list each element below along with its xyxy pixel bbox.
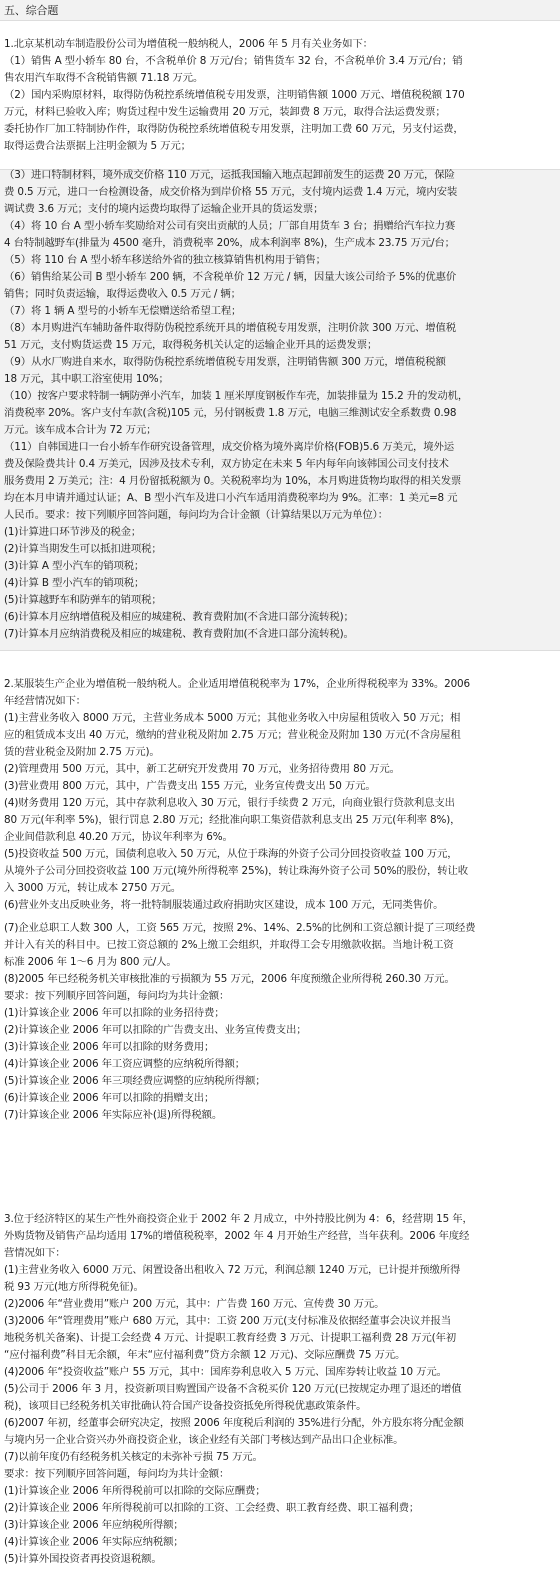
question-2-line: 入 3000 万元，转让成本 2750 万元。	[4, 882, 181, 894]
question-2-line: (1)计算该企业 2006 年可以扣除的业务招待费；	[4, 1007, 225, 1019]
question-3-line: 外购货物及销售产品均适用 17%的增值税税率，2002 年 4 月开始生产经营，当年获利。2006 年度经	[4, 1230, 470, 1242]
question-3-line: (2)计算该企业 2006 年所得税前可以扣除的工资、工会经费、职工教育经费、职工福利费；	[4, 1502, 420, 1514]
question-2-line: 标准 2006 年 1～6 月为 800 元/人。	[4, 956, 177, 968]
question-3-line: (3)计算该企业 2006 年应纳税所得额；	[4, 1519, 184, 1531]
question-2-line: 赁的营业税金及附加 2.75 万元)。	[4, 746, 160, 758]
question-2-line: (3)计算该企业 2006 年可以扣除的财务费用；	[4, 1041, 215, 1053]
question-1-line: 取得运费合法票据上注明金额为 5 万元；	[4, 140, 191, 152]
question-1-line: 售农用汽车取得不含税销售额 71.18 万元。	[4, 72, 204, 84]
question-2-line: (2)管理费用 500 万元，其中，新工艺研究开发费用 70 万元，业务招待费用 80 万元。	[4, 763, 400, 775]
question-3-line: (3)2006 年“管理费用”账户 680 万元，其中：工资 200 万元(支付标准及依据经董事会决议并报当	[4, 1315, 451, 1327]
question-2-line: 并计入有关的科目中。已按工资总额的 2%上缴工会组织，并取得工会专用缴款收据。当地计税工资	[4, 939, 454, 951]
question-2-line: 80 万元(年利率 5%)，银行罚息 2.80 万元；经批准向职工集资借款利息支出 25 万元(年利率 8%)，	[4, 814, 461, 826]
question-1-line: 消费税率 20%。客户支付车款(含税)105 元，另付钢板费 1.8 万元，电脑三维测试安全系数费 0.98	[4, 407, 457, 419]
question-1-line: （1）销售 A 型小轿车 80 台，不含税单价 8 万元/台；销售货车 32 台，不含税单价 3.4 万元/台；销	[4, 55, 463, 67]
question-3-line: (6)2007 年初，经董事会研究决定，按照 2006 年度税后利润的 35%进行分配，外方股东将分配金额	[4, 1417, 464, 1429]
question-1-line: 4 台特制越野车(排量为 4500 毫升，消费税率 20%，成本利润率 8%)，生产成本 23.75 万元/台；	[4, 237, 455, 249]
question-1-line: (3)计算 A 型小汽车的销项税；	[4, 560, 145, 572]
question-1-line: (2)计算当期发生可以抵扣进项税；	[4, 543, 162, 555]
question-3-line: 税 93 万元(地方所得税免征)。	[4, 1281, 144, 1293]
question-1-line: （7）将 1 辆 A 型号的小轿车无偿赠送给希望工程；	[4, 305, 242, 317]
question-2-line: (5)计算该企业 2006 年三项经费应调整的应纳税所得额；	[4, 1075, 266, 1087]
question-1-line: 51 万元，支付购货运费 15 万元，取得税务机关认定的运输企业开具的运费发票；	[4, 339, 378, 351]
question-1-line: (1)计算进口环节涉及的税金；	[4, 526, 142, 538]
question-1-line: （3）进口特制材料，境外成交价格 110 万元，运抵我国输入地点起卸前发生的运费 20 万元，保险	[4, 169, 455, 181]
question-1-line: 调试费 3.6 万元；支付的境内运费均取得了运输企业开具的货运发票；	[4, 203, 324, 215]
question-2-line: 应的租赁成本支出 40 万元，缴纳的营业税及附加 2.75 万元；营业税金及附加 130 万元(不含房屋租	[4, 729, 461, 741]
question-1-line: 万元。该车成本合计为 72 万元；	[4, 424, 157, 436]
question-1-line: （4）将 10 台 A 型小轿车奖励给对公司有突出贡献的人员；厂部自用货车 3 台；捐赠给汽车拉力赛	[4, 220, 456, 232]
question-1-line: 人民币。要求：按下列顺序回答问题，每问均为合计金额（计算结果以万元为单位）：	[4, 509, 388, 521]
divider	[0, 20, 560, 21]
question-1-line: （9）从水厂购进自来水，取得防伪税控系统增值税专用发票，注明销售额 300 万元，增值税税额	[4, 356, 446, 368]
question-2-line: (7)计算该企业 2006 年实际应补(退)所得税额。	[4, 1109, 223, 1121]
divider	[0, 650, 560, 651]
question-3-line: (1)计算该企业 2006 年所得税前可以扣除的交际应酬费；	[4, 1485, 266, 1497]
question-3-line: 地税务机关备案)、计提工会经费 4 万元、计提职工教育经费 3 万元、计提职工福利费 28 万元(年初	[4, 1332, 456, 1344]
question-2-line: (4)计算该企业 2006 年工资应调整的应纳税所得额；	[4, 1058, 245, 1070]
question-1-line: 委托协作厂加工特制协作件，取得防伪税控系统增值税专用发票，注明加工费 60 万元，另支付运费，	[4, 123, 464, 135]
question-2-line: (2)计算该企业 2006 年可以扣除的广告费支出、业务宣传费支出；	[4, 1024, 307, 1036]
question-1-line: （10）按客户要求特制一辆防弹小汽车，加装 1 厘米厚度钢板作车壳，加装排量为 15.2 升的发动机，	[4, 390, 469, 402]
question-1-line: （6）销售给某公司 B 型小轿车 200 辆，不含税单价 12 万元 / 辆，因量大该公司给予 5%的优惠价	[4, 271, 457, 283]
question-2-line: 从境外子公司分回投资收益 100 万元(境外所得税率 25%)，转让珠海外资子公司 50%的股份，转让收	[4, 865, 468, 877]
question-1-line: 费及保险费共计 0.4 万美元，因涉及技术专利，双方协定在未来 5 年内每年向该韩国公司支付技术	[4, 458, 449, 470]
question-2-line: (1)主营业务收入 8000 万元，主营业务成本 5000 万元；其他业务收入中房屋租赁收入 50 万元；相	[4, 712, 461, 724]
question-1-line: 服务费用 2 万美元；注：4 月份留抵税额为 0。关税税率均为 10%，本月购进货物均取得的相关发票	[4, 475, 462, 487]
section-title: 五、综合题	[4, 4, 59, 17]
question-3-line: “应付福利费”科目无余额，年末“应付福利费”贷方余额 12 万元)、交际应酬费 75 万元。	[4, 1349, 406, 1361]
question-3-line: (4)计算该企业 2006 年实际应纳税额；	[4, 1536, 184, 1548]
question-3-line: 要求：按下列顺序回答问题，每问均为共计金额：	[4, 1468, 230, 1480]
question-1-line: (7)计算本月应纳消费税及相应的城建税、教育费附加(不含进口部分流转税)。	[4, 628, 354, 640]
question-1-line: 销售；同时负责运输，取得运费收入 0.5 万元 / 辆；	[4, 288, 241, 300]
question-1-line: （11）自韩国进口一台小轿车作研究设备管理，成交价格为境外离岸价格(FOB)5.6 万美元，境外运	[4, 441, 454, 453]
question-2-line: (8)2005 年已经税务机关审核批准的亏损额为 55 万元，2006 年度预缴企业所得税 260.30 万元。	[4, 973, 455, 985]
question-3-line: 税)，该项目已经税务机关审批确认符合国产设备投资抵免所得税优惠政策条件。	[4, 1400, 367, 1412]
question-2-title: 2.某服装生产企业为增值税一般纳税人。企业适用增值税税率为 17%，企业所得税税率为 33%。2006	[4, 678, 470, 690]
question-2-line: (4)财务费用 120 万元，其中存款利息收入 30 万元，银行手续费 2 万元，向商业银行贷款利息支出	[4, 797, 455, 809]
question-2-line: (5)投资收益 500 万元，国债利息收入 50 万元，从位于珠海的外资子公司分回投资收益 100 万元，	[4, 848, 458, 860]
question-2-line: (3)营业费用 800 万元，其中，广告费支出 155 万元，业务宣传费支出 50 万元。	[4, 780, 376, 792]
question-1-line: 均在本月申请并通过认证；A、B 型小汽车及进口小汽车适用消费税率均为 9%。汇率：1 美元=8 元	[4, 492, 458, 504]
question-1-line: 费 0.5 万元，进口一台检测设备，成交价格为到岸价格 55 万元，支付境内运费 1.4 万元，境内安装	[4, 186, 458, 198]
question-3-line: (4)2006 年“投资收益”账户 55 万元，其中：国库券利息收入 5 万元、国库券转让收益 10 万元。	[4, 1366, 447, 1378]
question-3-line: (2)2006 年“营业费用”账户 200 万元，其中：广告费 160 万元、宣传费 30 万元。	[4, 1298, 385, 1310]
question-1-title: 1.北京某机动车制造股份公司为增值税一般纳税人，2006 年 5 月有关业务如下：	[4, 38, 373, 50]
question-3-title: 3.位于经济特区的某生产性外商投资企业于 2002 年 2 月成立，中外持股比例为 4：6，经营期 15 年，	[4, 1213, 473, 1225]
question-3-line: (5)计算外国投资者再投资退税额。	[4, 1553, 162, 1565]
question-3-line: (1)主营业务收入 6000 万元、闲置设备出租收入 72 万元，利润总额 1240 万元，已计提并预缴所得	[4, 1264, 461, 1276]
question-1-line: (6)计算本月应纳增值税及相应的城建税、教育费附加(不含进口部分流转税)；	[4, 611, 354, 623]
question-2-line: (7)企业总职工人数 300 人，工资 565 万元，按照 2%、14%、2.5%的比例和工资总额计提了三项经费	[4, 922, 476, 934]
question-2-line: (6)计算该企业 2006 年可以扣除的捐赠支出；	[4, 1092, 215, 1104]
question-3-line: (7)以前年度仍有经税务机关核定的未弥补亏损 75 万元。	[4, 1451, 263, 1463]
question-3-line: (5)公司于 2006 年 3 月，投资新项目购置国产设备不含税买价 120 万元(已按规定办理了退还的增值	[4, 1383, 462, 1395]
question-2-line: 要求：按下列顺序回答问题，每问均为共计金额：	[4, 990, 230, 1002]
question-1-line: 18 万元，其中职工浴室使用 10%；	[4, 373, 169, 385]
question-1-line: (5)计算越野车和防弹车的销项税；	[4, 594, 162, 606]
question-3-line: 与境内另一企业合资兴办外商投资企业，该企业经有关部门考核达到产品出口企业标准。	[4, 1434, 404, 1446]
question-2-line: 企业间借款利息 40.20 万元，协议年利率为 6%。	[4, 831, 233, 843]
question-1-line: (4)计算 B 型小汽车的销项税；	[4, 577, 145, 589]
question-1-line: （8）本月购进汽车辅助备件取得防伪税控系统开具的增值税专用发票，注明价款 300 万元、增值税	[4, 322, 457, 334]
question-1-line: （2）国内采购原材料，取得防伪税控系统增值税专用发票，注明销售额 1000 万元、增值税税额 170	[4, 89, 465, 101]
question-1-line: 万元，材料已验收入库；购货过程中发生运输费用 20 万元，装卸费 8 万元，取得合法运费发票；	[4, 106, 446, 118]
question-3-line: 营情况如下：	[4, 1247, 66, 1259]
question-1-line: （5）将 110 台 A 型小轿车移送给外省的独立核算销售机构用于销售；	[4, 254, 326, 266]
question-2-line: (6)营业外支出反映业务，将一批特制服装通过政府捐助灾区建设，成本 100 万元，无同类售价。	[4, 899, 444, 911]
question-2-line: 年经营情况如下：	[4, 695, 86, 707]
